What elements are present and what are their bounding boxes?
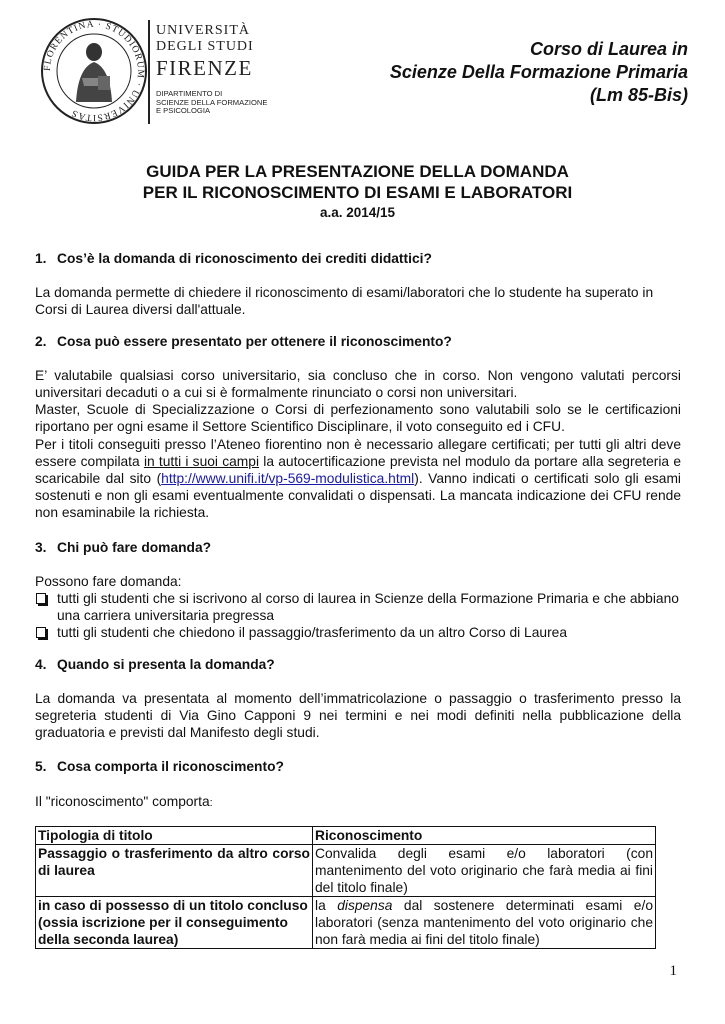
text-run: la (315, 897, 338, 913)
department-name (156, 90, 286, 116)
table-cell (313, 896, 656, 948)
text-run: ). Vanno indicati o certificati solo gli esami sostenuti e non gli esami eventualmente convalidati o dispensati. La mancata indicazione dei CFU rende non esaminabile la richiesta. (35, 471, 682, 521)
course-line-2: Scienze Della Formazione Primaria (389, 62, 688, 82)
eligibility-list (35, 590, 681, 642)
column-header: Riconoscimento (313, 826, 656, 844)
department-line-2: SCIENZE DELLA FORMAZIONE (156, 97, 268, 107)
checkbox-bullet-icon (36, 627, 46, 638)
section-number: 2. (35, 333, 47, 349)
underlined-text: in tutti i suoi campi (143, 453, 260, 469)
university-line-1: UNIVERSITÀ (156, 23, 250, 38)
section-title: Cos’è la domanda di riconoscimento dei crediti didattici? (57, 251, 432, 266)
list-item (35, 624, 681, 641)
table-row (36, 844, 656, 896)
section-title: Quando si presenta la domanda? (57, 656, 275, 672)
section-title: Cosa può essere presentato per ottenere il riconoscimento? (57, 333, 452, 349)
text-run: Il "riconoscimento" comporta (35, 793, 210, 809)
text-run: la autocertificazione prevista nel modulo da portare alla segreteria e scaricabile dal sito ( (35, 453, 681, 487)
section-number: 4. (35, 656, 47, 672)
university-name (156, 24, 296, 79)
document-body (35, 250, 681, 949)
section-5-heading (35, 758, 681, 775)
checkbox-bullet-icon (36, 593, 46, 604)
list-item (35, 590, 681, 624)
table-cell: Convalida degli esami e/o laboratori (con mantenimento del voto originario che farà media ai fini del titolo finale) (313, 844, 656, 896)
section-2-heading (35, 333, 681, 350)
table-row (36, 896, 656, 948)
section-5-intro (35, 793, 681, 812)
course-title (390, 38, 688, 107)
section-2-body (35, 367, 681, 522)
text-run: dal sostenere determinati esami e/o laboratori (senza mantenimento del voto originario che non farà media ai fini del titolo finale) (315, 897, 653, 947)
section-3-heading (35, 539, 681, 556)
title-line-1: GUIDA PER LA PRESENTAZIONE DELLA DOMANDA (146, 162, 569, 181)
section-3-intro: Possono fare domanda: (35, 573, 182, 589)
title-line-2: PER IL RICONOSCIMENTO DI ESAMI E LABORATORI (142, 183, 573, 202)
table-header-row (36, 826, 656, 844)
academic-year: a.a. 2014/15 (319, 205, 396, 220)
university-line-2: DEGLI STUDI (156, 39, 254, 54)
course-line-1: Corso di Laurea in (529, 39, 688, 59)
section-1-body: La domanda permette di chiedere il riconoscimento di esami/laboratori che lo studente ha superato in Corsi di Laurea diversi dall'attuale. (35, 285, 654, 318)
department-line-1: DIPARTIMENTO DI (156, 89, 223, 98)
university-seal-logo (40, 16, 148, 126)
section-1-heading (35, 250, 681, 267)
document-title (30, 161, 685, 222)
seal-text: FLORENTINA · STUDIORUM · UNIVERSITAS (42, 19, 146, 123)
section-4-body: La domanda va presentata al momento dell’immatricolazione o passaggio o trasferimento presso la segreteria studenti di Via Gino Capponi 9 nei termini e nei modi definiti nella pubblicazione della graduatoria e previsti dal Manifesto degli studi. (35, 690, 681, 741)
department-line-3: E PSICOLOGIA (156, 106, 211, 116)
page-number: 1 (669, 963, 677, 979)
university-line-3: FIRENZE (156, 56, 253, 80)
text-run: : (209, 796, 213, 809)
section-2-paragraph-3 (35, 436, 681, 522)
section-title: Cosa comporta il riconoscimento? (57, 759, 284, 775)
column-header: Tipologia di titolo (36, 826, 313, 844)
section-2-paragraph-1: E’ valutabile qualsiasi corso universitario, sia concluso che in corso. Non vengono valutati percorsi universitari decaduti o a cui si è formalmente rinunciato o corsi non universitari. (35, 367, 681, 401)
table-cell: in caso di possesso di un titolo concluso (ossia iscrizione per il conseguimento della seconda laurea) (36, 896, 313, 948)
section-4-heading (35, 656, 681, 673)
section-number: 3. (35, 539, 47, 555)
emphasized-text: dispensa (337, 897, 393, 913)
table-cell: Passaggio o trasferimento da altro corso di laurea (36, 844, 313, 896)
recognition-table (35, 826, 656, 949)
list-item-text: tutti gli studenti che si iscrivono al corso di laurea in Scienze della Formazione Primaria e che abbiano una carriera universitaria pregressa (57, 591, 679, 624)
text-run: Per i titoli conseguiti presso l’Ateneo fiorentino non è necessario allegare certificati; per tutti gli altri deve essere compilata (35, 436, 681, 469)
modulistica-link[interactable]: http://www.unifi.it/vp-569-modulistica.html (161, 471, 415, 487)
section-number: 5. (35, 759, 47, 775)
section-number: 1. (35, 251, 47, 266)
header-divider (148, 20, 150, 124)
course-line-3: (Lm 85-Bis) (589, 85, 688, 105)
list-item-text: tutti gli studenti che chiedono il passaggio/trasferimento da un altro Corso di Laurea (57, 625, 568, 641)
section-title: Chi può fare domanda? (57, 539, 212, 555)
document-header (38, 16, 688, 136)
section-2-paragraph-2: Master, Scuole di Specializzazione o Corsi di perfezionamento sono valutabili solo se le certificazioni riportano per ogni esame il Settore Scientifico Disciplinare, il voto conseguito ed i CFU. (35, 402, 681, 435)
